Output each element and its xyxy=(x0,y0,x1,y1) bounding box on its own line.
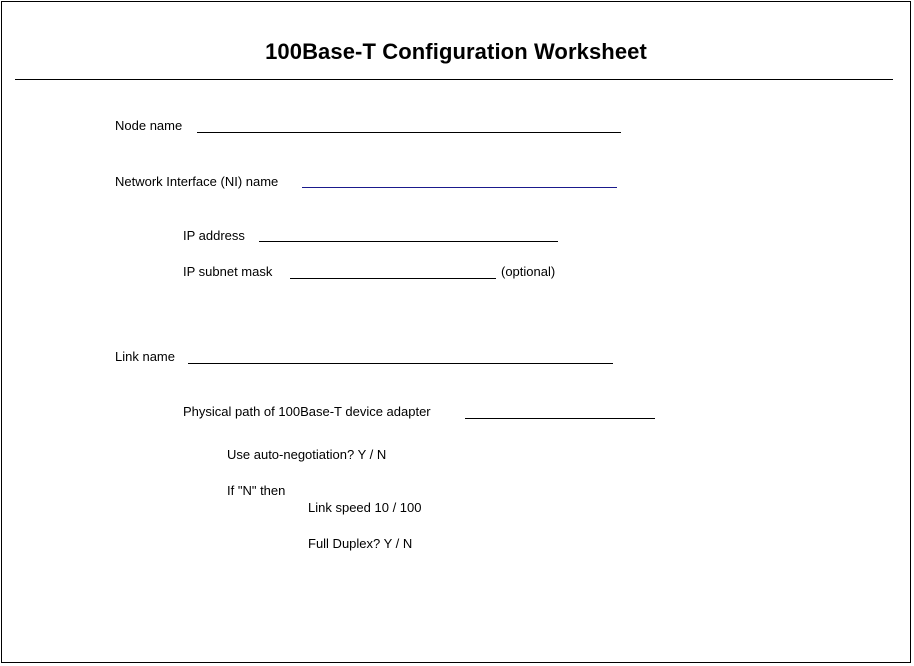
ni-name-label: Network Interface (NI) name xyxy=(115,174,279,189)
full-duplex-question: Full Duplex? Y / N xyxy=(308,536,413,551)
ip-address-field[interactable] xyxy=(259,241,558,242)
if-n-then-label: If "N" then xyxy=(227,483,286,498)
physical-path-label: Physical path of 100Base-T device adapter xyxy=(183,404,431,419)
link-speed-option: Link speed 10 / 100 xyxy=(308,500,422,515)
link-name-label: Link name xyxy=(115,349,175,364)
subnet-mask-label: IP subnet mask xyxy=(183,264,273,279)
node-name-label: Node name xyxy=(115,118,183,133)
worksheet-title: 100Base-T Configuration Worksheet xyxy=(265,39,647,64)
physical-path-field[interactable] xyxy=(465,418,655,419)
auto-negotiation-question: Use auto-negotiation? Y / N xyxy=(227,447,387,462)
node-name-field[interactable] xyxy=(197,132,621,133)
link-name-field[interactable] xyxy=(188,363,613,364)
title-divider xyxy=(15,79,893,80)
ni-name-field[interactable] xyxy=(302,187,617,188)
worksheet-page xyxy=(1,1,911,663)
ip-address-label: IP address xyxy=(183,228,245,243)
subnet-mask-field[interactable] xyxy=(290,278,496,279)
subnet-optional-note: (optional) xyxy=(501,264,556,279)
